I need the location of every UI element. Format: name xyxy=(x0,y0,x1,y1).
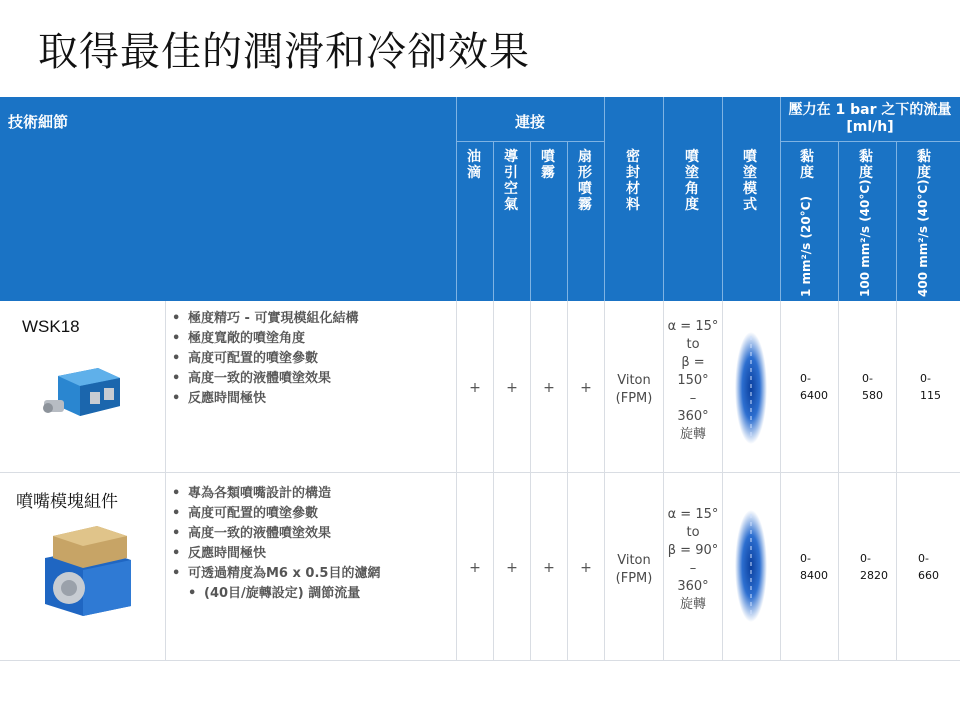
nozzle-flow-2: 0- 2820 xyxy=(860,552,888,582)
nozzle-flow-3: 0- 660 xyxy=(918,552,939,582)
table-header xyxy=(0,97,960,301)
feature-item: • 反應時間極快 xyxy=(172,544,380,564)
tech-details-header: 技術細節 xyxy=(8,113,69,131)
visc-label-1: 黏度 xyxy=(800,149,814,181)
nozzle-block-feature-list xyxy=(172,484,380,604)
page-title: 取得最佳的潤滑和冷卻效果 xyxy=(38,29,530,75)
wsk18-guide-air: + xyxy=(506,380,518,396)
col-spray-angle: 噴塗角度 xyxy=(685,149,699,213)
feature-item: • 高度可配置的噴塗參數 xyxy=(172,504,380,524)
nozzle-oil-drop: + xyxy=(469,560,481,576)
wsk18-angle: α = 15° to β = 150° – 360° 旋轉 xyxy=(667,319,719,442)
visc-unit-1: 1 mm²/s (20°C) xyxy=(799,196,813,297)
nozzle-fan-spray: + xyxy=(580,560,592,576)
visc-unit-3: 400 mm²/s (40°C) xyxy=(916,179,930,297)
wsk18-flow-3: 0- 115 xyxy=(920,372,941,402)
visc-unit-2: 100 mm²/s (40°C) xyxy=(858,179,872,297)
nozzle-flow-1: 0- 8400 xyxy=(800,552,828,582)
flow-header: 壓力在 1 bar 之下的流量 [ml/h] xyxy=(788,102,952,135)
nozzle-seal: Viton (FPM) xyxy=(615,553,653,586)
product-name-nozzle-block: 噴嘴模塊組件 xyxy=(16,492,118,511)
feature-item: • 高度可配置的噴塗參數 xyxy=(172,349,358,369)
wsk18-flow-1: 0- 6400 xyxy=(800,372,828,402)
wsk18-feature-list xyxy=(172,309,358,409)
wsk18-seal: Viton (FPM) xyxy=(615,373,653,406)
visc-label-3: 黏度 xyxy=(917,149,931,181)
feature-item-continuation: • (40目/旋轉設定) 調節流量 xyxy=(172,584,380,604)
visc-label-2: 黏度 xyxy=(859,149,873,181)
nozzle-guide-air: + xyxy=(506,560,518,576)
nozzle-block-product-image xyxy=(35,518,139,618)
col-guide-air: 導引空氣 xyxy=(504,149,518,213)
feature-item: • 極度寬敞的噴塗角度 xyxy=(172,329,358,349)
feature-item: • 可透過精度為M6 x 0.5目的濾網 xyxy=(172,564,380,584)
feature-item: • 極度精巧 - 可實現模組化結構 xyxy=(172,309,358,329)
wsk18-spray-pattern-image xyxy=(723,330,779,446)
wsk18-fan-spray: + xyxy=(580,380,592,396)
wsk18-flow-2: 0- 580 xyxy=(862,372,883,402)
col-spray-pattern: 噴塗模式 xyxy=(743,149,757,213)
col-seal-material: 密封材料 xyxy=(626,149,640,213)
wsk18-product-image xyxy=(40,362,130,430)
nozzle-angle: α = 15° to β = 90° – 360° 旋轉 xyxy=(667,507,719,612)
wsk18-spray: + xyxy=(543,380,555,396)
nozzle-spray: + xyxy=(543,560,555,576)
feature-item: • 高度一致的液體噴塗效果 xyxy=(172,369,358,389)
nozzle-spray-pattern-image xyxy=(723,508,779,624)
col-spray: 噴霧 xyxy=(541,149,555,181)
feature-item: • 反應時間極快 xyxy=(172,389,358,409)
feature-item: • 高度一致的液體噴塗效果 xyxy=(172,524,380,544)
col-fan-spray: 扇形噴霧 xyxy=(578,149,592,213)
feature-item: • 專為各類噴嘴設計的構造 xyxy=(172,484,380,504)
col-oil-drop: 油滴 xyxy=(467,149,481,181)
wsk18-oil-drop: + xyxy=(469,380,481,396)
product-name-wsk18: WSK18 xyxy=(22,317,80,336)
connection-header: 連接 xyxy=(514,113,545,131)
